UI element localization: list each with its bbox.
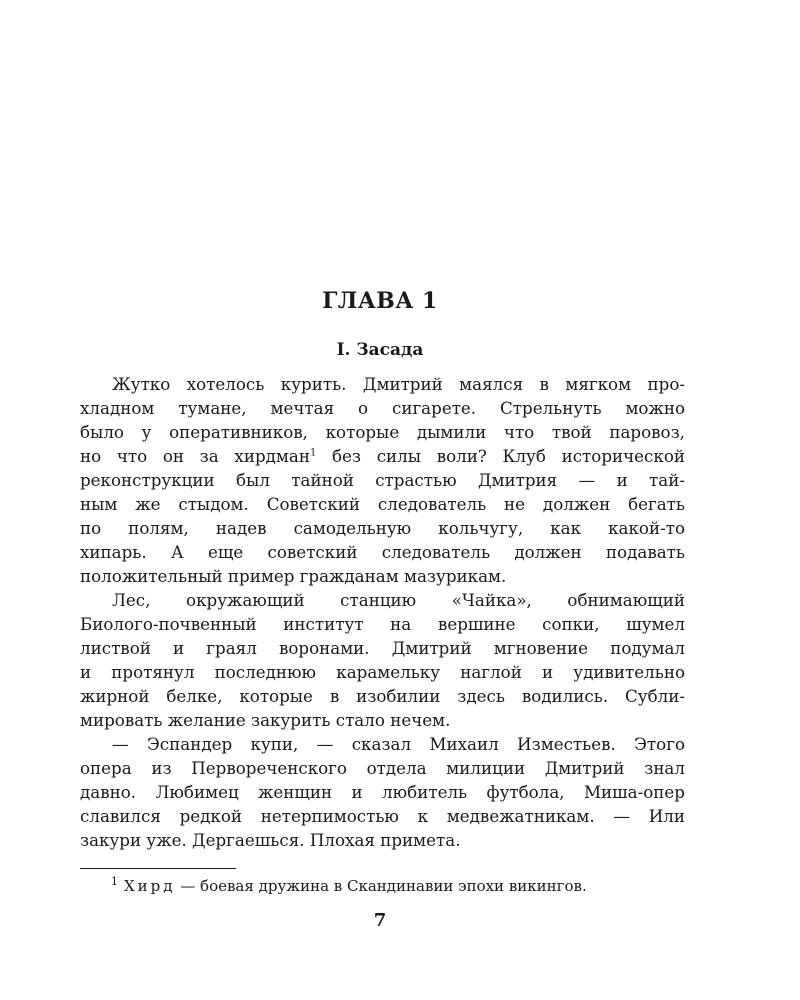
text-line: давно. Любимец женщин и любитель футбола, Миша-опер	[80, 782, 685, 802]
text-line: мировать желание закурить стало нечем.	[80, 710, 451, 730]
text-line: реконструкции был тайной страстью Дмитрия — и тай-	[80, 470, 685, 490]
text-line: листвой и граял воронами. Дмитрий мгновение подумал	[80, 638, 685, 658]
chapter-title: ГЛАВА 1	[322, 288, 438, 314]
text-line: и протянул последнюю карамельку наглой и удивительно	[80, 662, 685, 682]
body-text	[80, 372, 685, 852]
text-line: славился редкой нетерпимостью к медвежатникам. — Или	[80, 806, 685, 826]
text-line: ным же стыдом. Советский следователь не должен бегать	[80, 494, 685, 514]
footnote	[111, 875, 587, 895]
text-line: жирной белке, которые в изобилии здесь водились. Субли-	[80, 686, 685, 706]
text-line: было у оперативников, которые дымили что твой паровоз,	[80, 422, 685, 442]
page-number: 7	[373, 910, 387, 931]
footnote-text: — боевая дружина в Скандинавии эпохи викингов.	[175, 877, 587, 895]
footnote-reference: 1	[309, 447, 317, 459]
footnote-mark: 1	[111, 875, 118, 888]
text-line: по полям, надев самодельную кольчугу, как какой-то	[80, 518, 685, 538]
text-line: хипарь. А еще советский следователь должен подавать	[80, 542, 685, 562]
footnote-term: Хирд	[124, 877, 176, 895]
text-line: Лес, окружающий станцию «Чайка», обнимающий	[112, 590, 685, 610]
text-line: опера из Первореченского отдела милиции Дмитрий знал	[80, 758, 685, 778]
text-line-part: но что он за хирдман	[80, 446, 310, 466]
text-line: — Эспандер купи, — сказал Михаил Изместьев. Этого	[112, 734, 685, 754]
text-line: закури уже. Дергаешься. Плохая примета.	[80, 830, 461, 850]
section-title: I. Засада	[336, 340, 424, 360]
footnote-rule	[80, 868, 236, 869]
text-line: Жутко хотелось курить. Дмитрий маялся в мягком про-	[112, 374, 685, 394]
text-line	[80, 444, 685, 468]
text-line: положительный пример гражданам мазурикам.	[80, 566, 507, 586]
text-line: хладном тумане, мечтая о сигарете. Стрельнуть можно	[80, 398, 685, 418]
text-line-part: без силы воли? Клуб исторической	[316, 446, 685, 466]
text-line: Биолого-почвенный институт на вершине сопки, шумел	[80, 614, 685, 634]
